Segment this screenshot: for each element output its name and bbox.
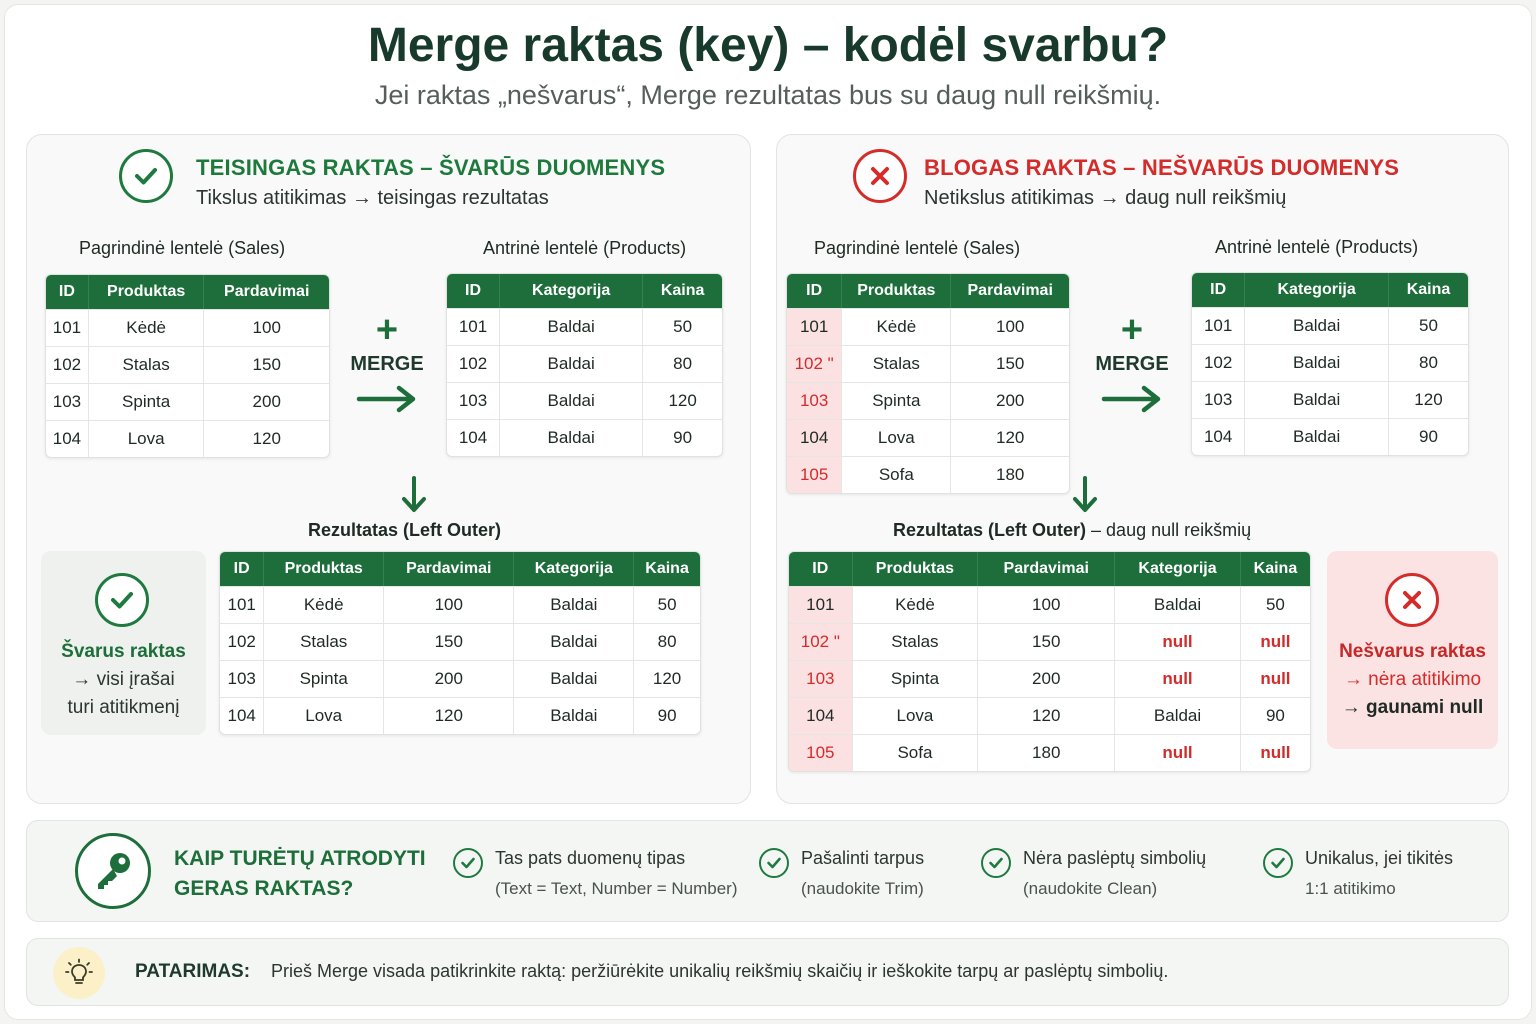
table-cell: 101	[447, 308, 500, 345]
table-cell: 120	[204, 420, 329, 457]
table-cell: 104	[220, 697, 264, 734]
table-cell: 101	[789, 586, 853, 623]
table-cell: 120	[951, 419, 1069, 456]
table-cell: 180	[951, 456, 1069, 493]
table-row	[447, 308, 722, 345]
table-cell: 200	[204, 383, 329, 420]
table-cell: Spinta	[842, 382, 951, 419]
table-cell: 50	[1241, 586, 1310, 623]
key-requirements-bar	[26, 820, 1509, 922]
plus-icon: +	[375, 309, 399, 351]
table-cell: 50	[634, 586, 700, 623]
table-cell: 101	[787, 308, 842, 345]
good-products-table	[446, 273, 723, 457]
table-cell: 90	[634, 697, 700, 734]
column-header: Pardavimai	[204, 275, 329, 309]
table-row	[789, 660, 1310, 697]
table-cell: Baldai	[514, 586, 634, 623]
column-header: Kaina	[634, 552, 700, 586]
table-cell: 103	[787, 382, 842, 419]
column-header: Kategorija	[1245, 273, 1389, 307]
table-cell: 200	[978, 660, 1115, 697]
table-cell: 104	[447, 419, 500, 456]
table-cell: Baldai	[1115, 697, 1241, 734]
table-cell: 104	[1192, 418, 1245, 455]
table-cell: 103	[789, 660, 853, 697]
table-row	[46, 420, 329, 457]
column-header: Kategorija	[1115, 552, 1241, 586]
table-cell: 150	[951, 345, 1069, 382]
column-header: Pardavimai	[951, 274, 1069, 308]
table-header-row	[1192, 273, 1468, 307]
column-header: ID	[787, 274, 842, 308]
table-row	[1192, 418, 1468, 455]
table-cell: null	[1115, 660, 1241, 697]
table-cell: Lova	[264, 697, 384, 734]
table-cell: Stalas	[264, 623, 384, 660]
table-cell: Baldai	[1245, 307, 1389, 344]
check-circle-icon	[1263, 848, 1293, 878]
bad-key-panel	[776, 134, 1509, 804]
table-row	[220, 623, 700, 660]
table-cell: Spinta	[853, 660, 979, 697]
table-cell: Sofa	[842, 456, 951, 493]
good-key-heading: TEISINGAS RAKTAS – ŠVARŪS DUOMENYS	[196, 155, 666, 180]
check-circle-icon	[453, 848, 483, 878]
table-row	[1192, 344, 1468, 381]
column-header: Produktas	[842, 274, 951, 308]
clean-key-note-line3: turi atitikmenį	[67, 697, 180, 718]
tip-bar	[26, 938, 1509, 1006]
table-cell: 150	[384, 623, 514, 660]
table-row	[1192, 307, 1468, 344]
column-header: Pardavimai	[978, 552, 1115, 586]
page-title: Merge raktas (key) – kodėl svarbu?	[367, 19, 1169, 72]
column-header: Produktas	[264, 552, 384, 586]
good-result-caption: Rezultatas (Left Outer)	[308, 520, 502, 540]
table-cell: 80	[634, 623, 700, 660]
table-header-row	[787, 274, 1069, 308]
table-cell: Baldai	[500, 382, 643, 419]
good-merge-operator	[347, 311, 427, 419]
column-header: ID	[220, 552, 264, 586]
table-cell: Lova	[89, 420, 205, 457]
column-header: Kategorija	[500, 274, 643, 308]
table-cell: 120	[1389, 381, 1468, 418]
table-cell: 100	[978, 586, 1115, 623]
table-row	[787, 419, 1069, 456]
good-products-caption: Antrinė lentelė (Products)	[483, 238, 687, 258]
table-cell: 80	[1389, 344, 1468, 381]
table-cell: 90	[643, 419, 722, 456]
table-row	[220, 586, 700, 623]
clean-key-note	[41, 551, 206, 735]
table-cell: 102	[1192, 344, 1245, 381]
table-cell: 150	[204, 346, 329, 383]
bad-result-table	[788, 551, 1311, 772]
dirty-key-note-line3: → gaunami null	[1341, 697, 1484, 718]
table-cell: Kėdė	[853, 586, 979, 623]
check-circle-icon	[981, 848, 1011, 878]
table-cell: Lova	[853, 697, 979, 734]
table-cell: 120	[978, 697, 1115, 734]
requirement-detail: (naudokite Trim)	[801, 879, 924, 898]
clean-key-note-line2: → visi įrašai	[72, 669, 175, 690]
good-key-panel	[26, 134, 751, 804]
dirty-key-note-line2: → nėra atitikimo	[1343, 669, 1482, 690]
table-cell: 105	[789, 734, 853, 771]
table-cell: Sofa	[853, 734, 979, 771]
table-header-row	[447, 274, 722, 308]
table-row	[220, 697, 700, 734]
table-cell: null	[1115, 734, 1241, 771]
table-cell: 102	[46, 346, 89, 383]
table-cell: 104	[789, 697, 853, 734]
table-cell: Baldai	[514, 660, 634, 697]
dirty-key-note	[1327, 551, 1498, 749]
table-cell: 50	[1389, 307, 1468, 344]
tip-label: PATARIMAS:	[135, 961, 251, 982]
table-row	[447, 382, 722, 419]
bad-key-subheading: Netikslus atitikimas → daug null reikšmių	[924, 187, 1287, 209]
table-row	[789, 623, 1310, 660]
requirement-title: Nėra paslėptų simbolių	[1023, 848, 1207, 868]
table-cell: 103	[46, 383, 89, 420]
page-subtitle: Jei raktas „nešvarus“, Merge rezultatas bus su daug null reikšmių.	[374, 80, 1162, 110]
table-cell: null	[1241, 660, 1310, 697]
table-cell: 120	[634, 660, 700, 697]
table-cell: 104	[787, 419, 842, 456]
table-header-row	[220, 552, 700, 586]
table-cell: 105	[787, 456, 842, 493]
requirement-title: Unikalus, jei tikitės	[1305, 848, 1454, 868]
table-cell: Baldai	[1245, 381, 1389, 418]
table-cell: 103	[447, 382, 500, 419]
arrow-down-icon	[1071, 475, 1099, 515]
bad-key-heading: BLOGAS RAKTAS – NEŠVARŪS DUOMENYS	[924, 155, 1400, 180]
good-sales-table	[45, 274, 330, 458]
column-header: Kaina	[1389, 273, 1468, 307]
table-cell: 101	[46, 309, 89, 346]
requirement-detail: (Text = Text, Number = Number)	[495, 879, 738, 898]
table-cell: 101	[220, 586, 264, 623]
table-row	[220, 660, 700, 697]
table-cell: Stalas	[842, 345, 951, 382]
merge-label: MERGE	[1095, 353, 1169, 375]
table-header-row	[46, 275, 329, 309]
table-cell: Baldai	[514, 623, 634, 660]
table-row	[46, 309, 329, 346]
table-cell: 102 "	[789, 623, 853, 660]
bad-sales-caption: Pagrindinė lentelė (Sales)	[814, 238, 1021, 258]
good-result-table	[219, 551, 701, 735]
requirement-title: Tas pats duomenų tipas	[495, 848, 686, 868]
table-cell: 102	[220, 623, 264, 660]
table-cell: 102 "	[787, 345, 842, 382]
table-cell: Baldai	[514, 697, 634, 734]
table-row	[46, 346, 329, 383]
tip-text: Prieš Merge visada patikrinkite raktą: peržiūrėkite unikalių reikšmių skaičių ir ieškokite tarpų ar paslėptų simbolių.	[271, 961, 1169, 981]
column-header: Produktas	[89, 275, 205, 309]
table-cell: Spinta	[264, 660, 384, 697]
table-row	[789, 697, 1310, 734]
column-header: Kaina	[643, 274, 722, 308]
table-row	[787, 345, 1069, 382]
bad-products-table	[1191, 272, 1469, 456]
good-key-subheading: Tikslus atitikimas → teisingas rezultatas	[196, 187, 549, 209]
bad-result-caption: Rezultatas (Left Outer) – daug null reikšmių	[893, 520, 1252, 540]
table-row	[46, 383, 329, 420]
table-cell: 50	[643, 308, 722, 345]
table-cell: 101	[1192, 307, 1245, 344]
column-header: ID	[447, 274, 500, 308]
clean-key-note-title: Švarus raktas	[61, 641, 186, 662]
requirement-detail: 1:1 atitikimo	[1305, 879, 1396, 898]
table-cell: 104	[46, 420, 89, 457]
column-header: Kaina	[1241, 552, 1310, 586]
check-circle-icon	[95, 573, 149, 627]
table-cell: Kėdė	[264, 586, 384, 623]
good-sales-caption: Pagrindinė lentelė (Sales)	[79, 238, 286, 258]
column-header: Kategorija	[514, 552, 634, 586]
table-row	[787, 456, 1069, 493]
table-cell: 90	[1241, 697, 1310, 734]
table-cell: 103	[220, 660, 264, 697]
column-header: ID	[789, 552, 853, 586]
table-cell: Baldai	[1245, 344, 1389, 381]
table-cell: 100	[204, 309, 329, 346]
table-cell: Spinta	[89, 383, 205, 420]
table-row	[447, 345, 722, 382]
lightbulb-icon	[53, 947, 105, 999]
table-cell: Baldai	[1245, 418, 1389, 455]
table-cell: Baldai	[500, 419, 643, 456]
x-circle-icon	[1385, 573, 1439, 627]
requirement-detail: (naudokite Clean)	[1023, 879, 1158, 898]
table-row	[447, 419, 722, 456]
table-row	[789, 734, 1310, 771]
table-cell: 100	[384, 586, 514, 623]
table-cell: 120	[643, 382, 722, 419]
table-cell: 103	[1192, 381, 1245, 418]
table-cell: Baldai	[1115, 586, 1241, 623]
table-cell: null	[1115, 623, 1241, 660]
table-cell: 100	[951, 308, 1069, 345]
table-cell: Baldai	[500, 308, 643, 345]
arrow-down-icon	[400, 475, 428, 515]
merge-label: MERGE	[350, 353, 424, 375]
table-row	[1192, 381, 1468, 418]
table-cell: Baldai	[500, 345, 643, 382]
table-cell: 102	[447, 345, 500, 382]
table-cell: null	[1241, 623, 1310, 660]
x-circle-icon	[853, 149, 907, 203]
check-circle-icon	[119, 149, 173, 203]
table-row	[787, 382, 1069, 419]
table-header-row	[789, 552, 1310, 586]
plus-icon: +	[1120, 309, 1144, 351]
column-header: ID	[46, 275, 89, 309]
table-cell: Kėdė	[89, 309, 205, 346]
column-header: ID	[1192, 273, 1245, 307]
table-cell: 200	[384, 660, 514, 697]
check-circle-icon	[759, 848, 789, 878]
bad-merge-operator	[1092, 311, 1172, 419]
table-cell: 180	[978, 734, 1115, 771]
arrow-right-icon	[1100, 384, 1164, 414]
table-cell: null	[1241, 734, 1310, 771]
key-requirements-title: KAIP TURĖTŲ ATRODYTI GERAS RAKTAS?	[174, 847, 426, 900]
table-cell: 80	[643, 345, 722, 382]
table-cell: 150	[978, 623, 1115, 660]
table-cell: 90	[1389, 418, 1468, 455]
column-header: Produktas	[853, 552, 979, 586]
table-cell: Stalas	[89, 346, 205, 383]
bad-products-caption: Antrinė lentelė (Products)	[1215, 237, 1419, 257]
column-header: Pardavimai	[384, 552, 514, 586]
table-cell: Kėdė	[842, 308, 951, 345]
table-row	[789, 586, 1310, 623]
table-row	[787, 308, 1069, 345]
arrow-right-icon	[355, 384, 419, 414]
key-icon	[75, 833, 151, 909]
bad-sales-table	[786, 273, 1070, 494]
table-cell: 120	[384, 697, 514, 734]
table-cell: 200	[951, 382, 1069, 419]
requirement-title: Pašalinti tarpus	[801, 848, 925, 868]
table-cell: Lova	[842, 419, 951, 456]
table-cell: Stalas	[853, 623, 979, 660]
dirty-key-note-title: Nešvarus raktas	[1339, 641, 1486, 662]
